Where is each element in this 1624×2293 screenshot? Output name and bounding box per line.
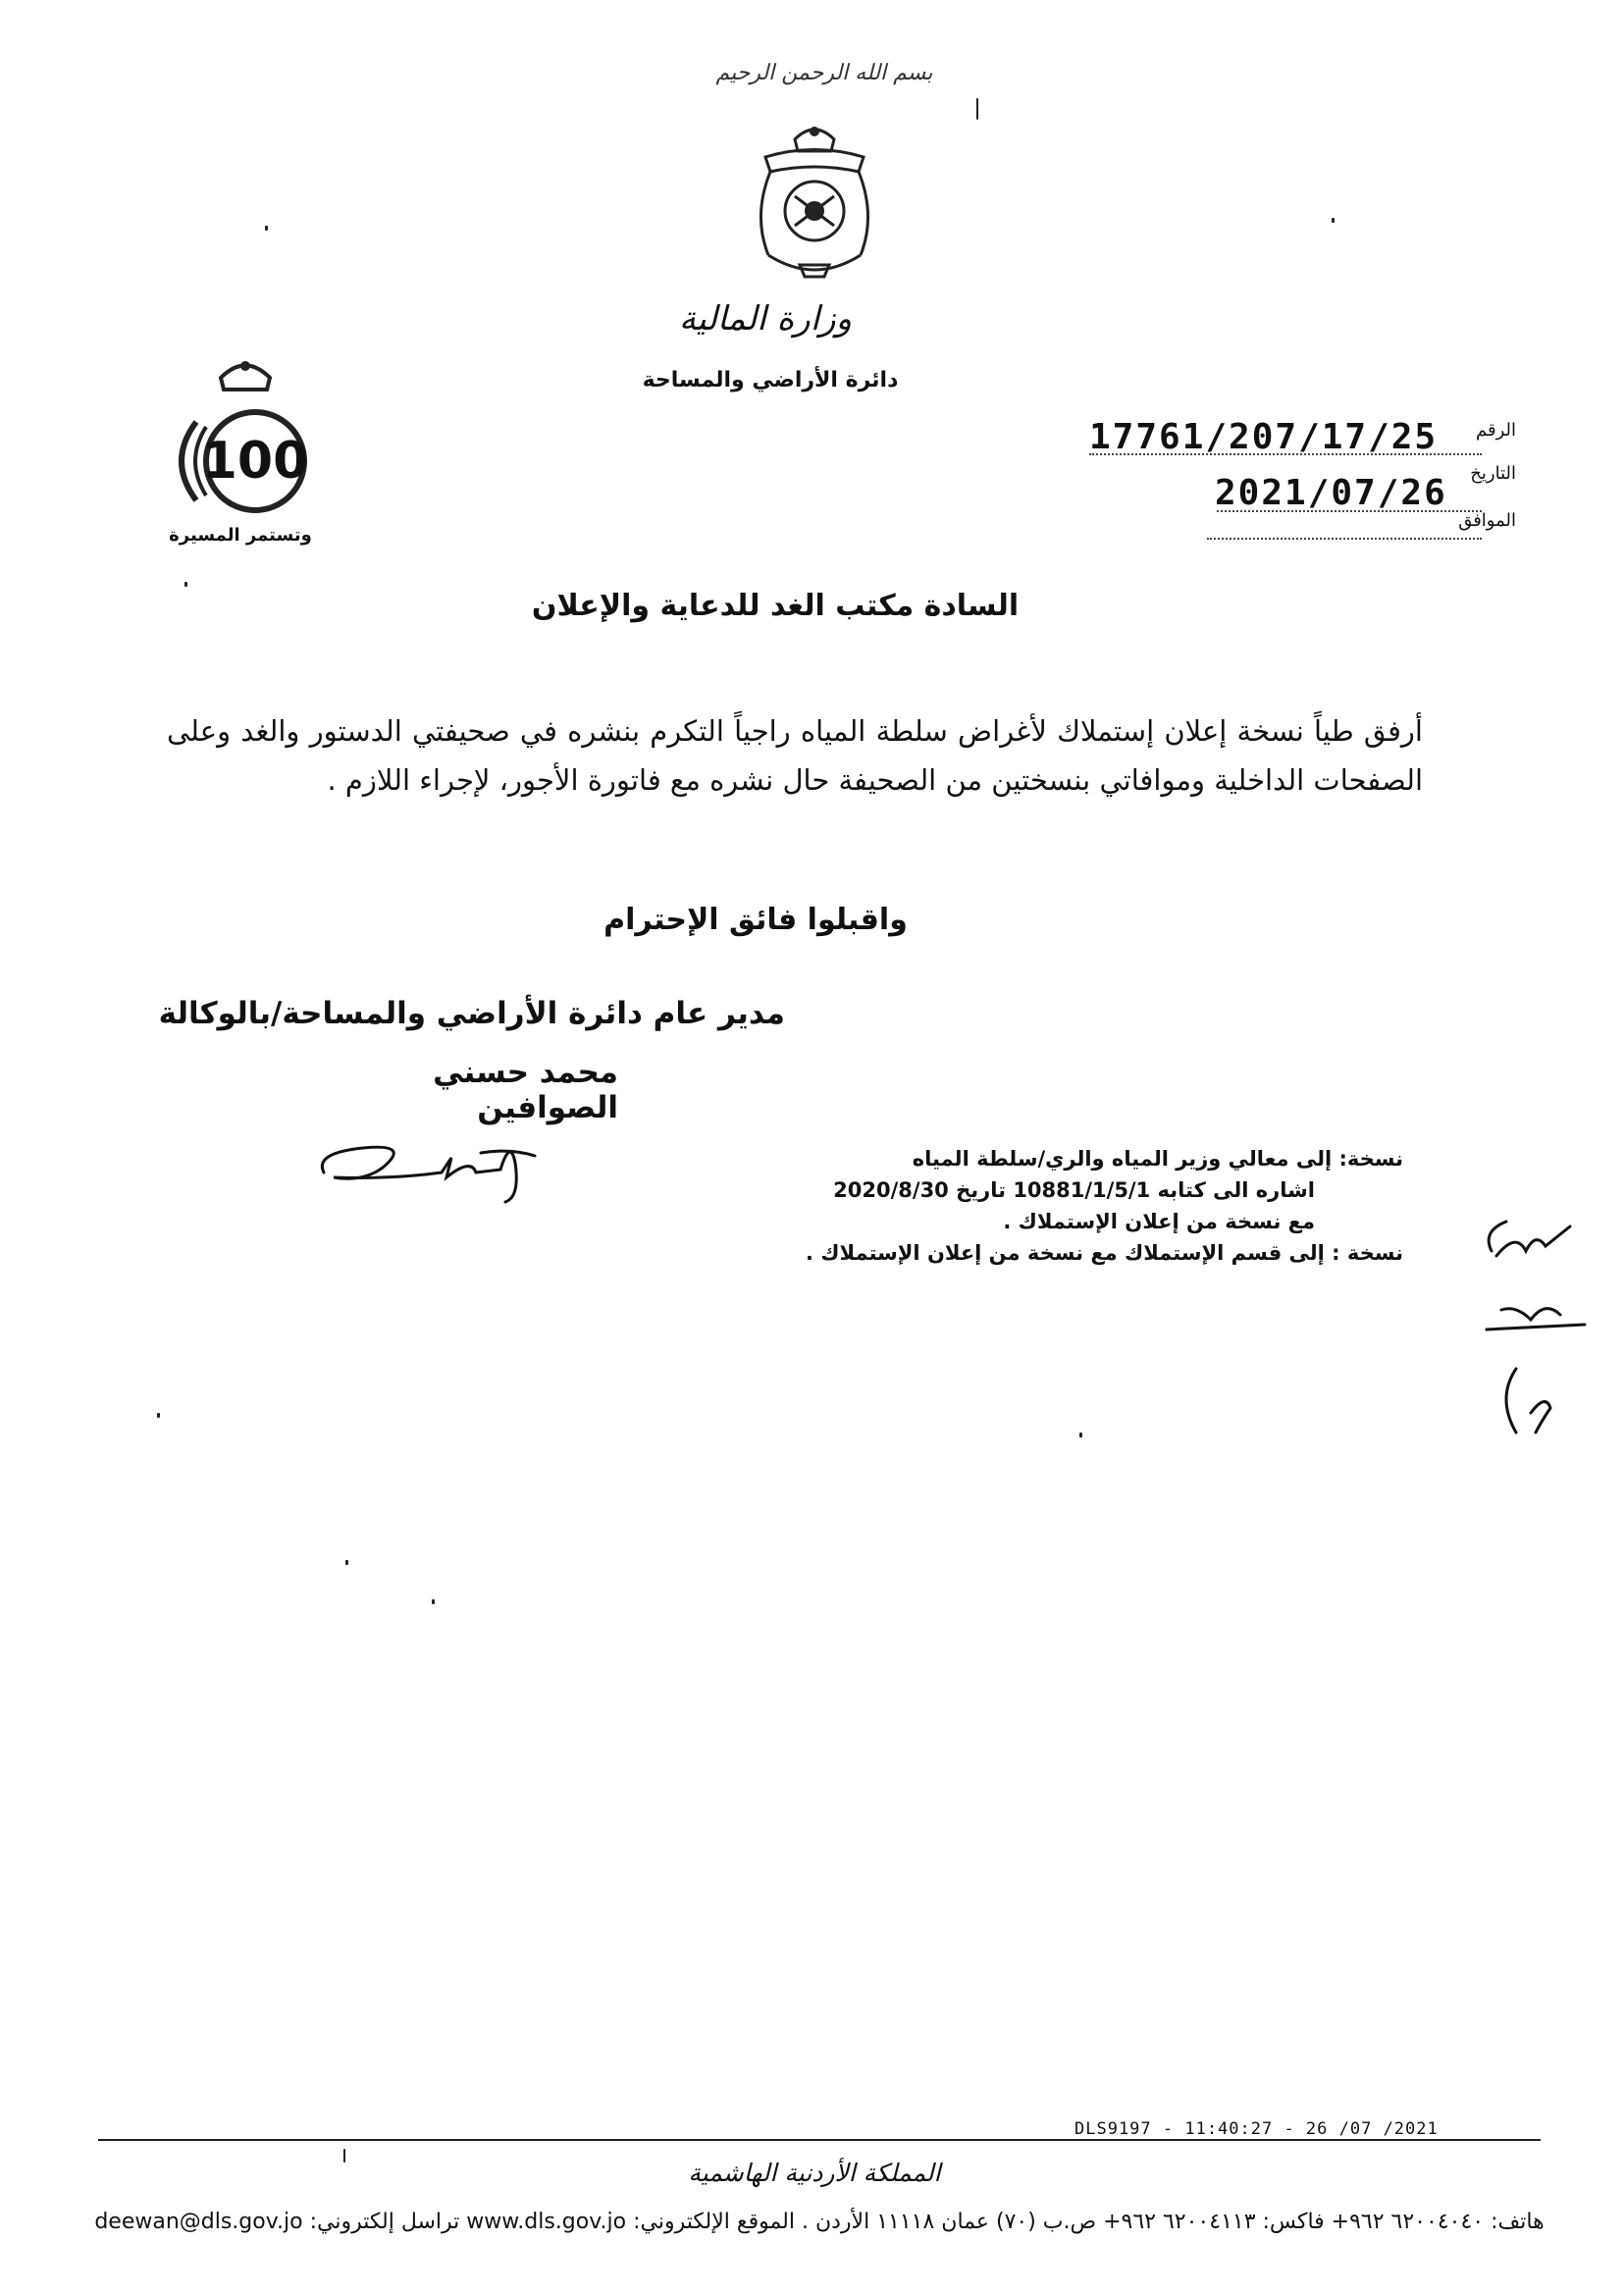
reference-number-dotline (1089, 453, 1482, 455)
signatory-name: محمد حسني الصوافين (433, 1055, 618, 1125)
system-timestamp: DLS9197 - 11:40:27 - 26 /07 /2021 (1074, 2119, 1439, 2139)
copy-line: نسخة: إلى معالي وزير المياه والري/سلطة المياه (912, 1147, 1403, 1171)
reference-number-value: 17761/207/17/25 (1089, 417, 1439, 457)
reference-number-label: الرقم (1475, 420, 1516, 441)
scan-speck (976, 98, 978, 120)
letter-closing: واقبلوا فائق الإحترام (603, 903, 908, 937)
copy-line: مع نسخة من إعلان الإستملاك . (1003, 1210, 1315, 1233)
department-name: دائرة الأراضي والمساحة (642, 368, 899, 392)
footer-divider (98, 2139, 1541, 2141)
scan-speck (343, 2149, 345, 2163)
scan-speck (184, 582, 187, 587)
footer-kingdom-name: المملكة الأردنية الهاشمية (688, 2159, 941, 2187)
scan-speck (432, 1599, 435, 1604)
scan-speck (345, 1560, 348, 1565)
reference-hijri-label: الموافق (1458, 510, 1516, 531)
ministry-name: وزارة المالية (679, 299, 852, 339)
centennial-tagline: وتستمر المسيرة (169, 525, 312, 546)
handwritten-signature (304, 1119, 540, 1207)
centennial-number: 100 (201, 432, 309, 491)
coat-of-arms-emblem (741, 118, 888, 285)
scan-speck (1079, 1433, 1082, 1437)
copy-line: اشاره الى كتابه 10881/1/5/1 تاريخ 2020/8/30 (833, 1178, 1315, 1202)
scan-speck (157, 1413, 160, 1418)
centennial-logo (157, 348, 334, 554)
signatory-title: مدير عام دائرة الأراضي والمساحة/بالوكالة (158, 996, 785, 1031)
scan-speck (1332, 218, 1335, 223)
footer-contact-line: هاتف: ٦٢٠٠٤٠٤٠ ٩٦٢+ فاكس: ٦٢٠٠٤١١٣ ٩٦٢+ ص.ب (٧٠) عمان ١١١١٨ الأردن . الموقع الإلكتروني: www.dls.gov.jo تراسل إلكتروني: deewan@dls.gov.jo (94, 2210, 1545, 2234)
copy-line: نسخة : إلى قسم الإستملاك مع نسخة من إعلان الإستملاك . (806, 1241, 1403, 1265)
letter-addressee: السادة مكتب الغد للدعاية والإعلان (531, 589, 1020, 623)
scan-speck (265, 226, 268, 231)
copies-block (765, 1143, 1403, 1269)
margin-handwritten-marks (1477, 1212, 1595, 1457)
reference-hijri-dotline (1207, 538, 1482, 540)
reference-date-value: 2021/07/26 (1215, 473, 1447, 513)
letter-body: أرفق طياً نسخة إعلان إستملاك لأغراض سلطة المياه راجياً التكرم بنشره في صحيفتي الدستور والغد وعلى الصفحات الداخلية وموافاتي بنسختين من الصحيفة حال نشره مع فاتورة الأجور، لإجراء اللازم . (167, 714, 1423, 797)
basmala-heading: بسم الله الرحمن الرحيم (715, 61, 933, 85)
reference-date-label: التاريخ (1470, 463, 1516, 484)
